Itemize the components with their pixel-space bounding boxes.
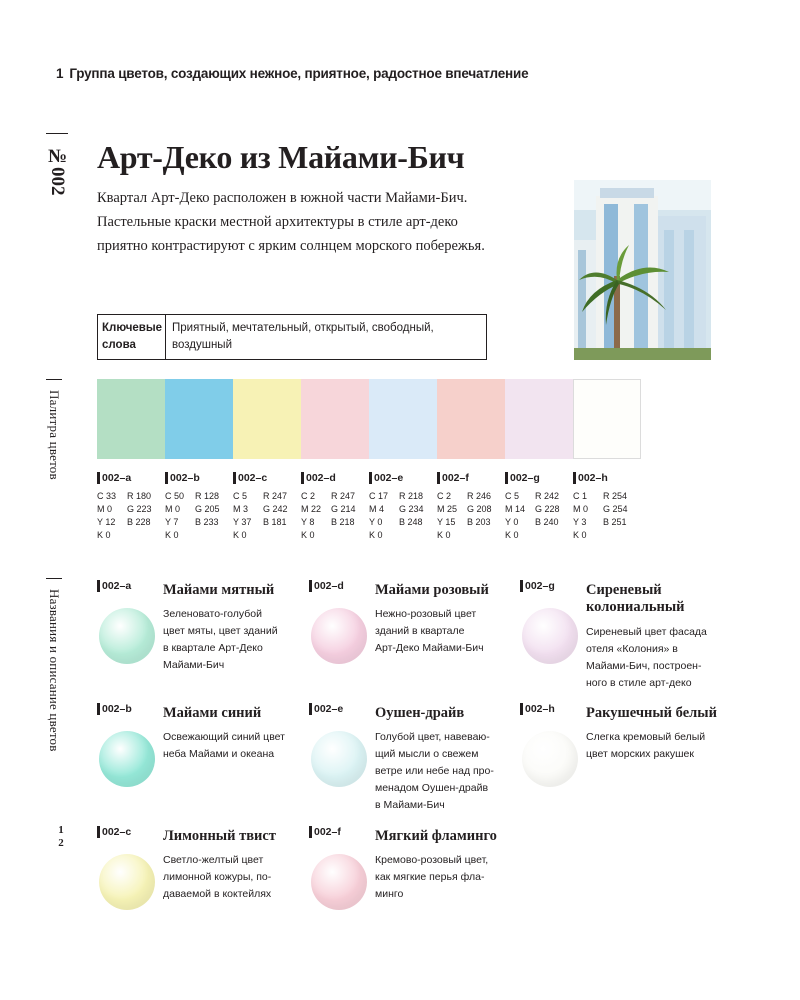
cmyk-value: Y 37 [233, 517, 252, 527]
description-line: Освежающий синий цвет [163, 731, 285, 743]
color-name: Майами синий [163, 705, 262, 721]
intro-line: Квартал Арт-Деко расположен в южной части Майами-Бич. [97, 190, 468, 206]
rgb-value: R 242 [535, 491, 560, 501]
cmyk-value: M 14 [505, 504, 526, 514]
description-line: цвет мяты, цвет зданий [163, 625, 278, 637]
color-card [309, 703, 519, 823]
color-code: 002–a [102, 471, 132, 484]
section-label-names: Названия и описание цветов [46, 578, 62, 752]
color-code: 002–f [314, 826, 341, 838]
intro-line: приятно контрастируют с ярким солнцем морского побережья. [97, 238, 485, 254]
cmyk-values [437, 490, 467, 542]
color-swatch [301, 379, 369, 459]
cmyk-value: Y 0 [369, 517, 383, 527]
color-code-badge [309, 580, 344, 592]
color-description [586, 729, 726, 763]
color-code-block [233, 470, 301, 542]
description-line: Кремово-розовый цвет, [375, 854, 489, 866]
color-sphere [99, 608, 155, 664]
color-card [97, 826, 307, 946]
chapter-title: Группа цветов, создающих нежное, приятное, радостное впечатление [69, 66, 529, 81]
description-line: ного в стиле арт-деко [586, 677, 692, 689]
rgb-values [467, 490, 492, 542]
color-sphere [99, 854, 155, 910]
description-line: цвет морских ракушек [586, 748, 694, 760]
keywords-box [97, 314, 487, 360]
cmyk-values [505, 490, 535, 542]
cmyk-value: C 2 [301, 491, 316, 501]
color-swatch [233, 379, 301, 459]
rgb-values [399, 490, 424, 542]
color-code-block [301, 470, 369, 542]
color-name: Лимонный твист [163, 828, 276, 844]
entry-code: №002 [46, 133, 68, 196]
description-line: в Майами-Бич [375, 799, 445, 811]
description-line: зданий в квартале [375, 625, 465, 637]
color-description [586, 624, 726, 692]
rgb-value: G 254 [603, 504, 628, 514]
color-code: 002–c [102, 826, 132, 838]
rgb-value: B 228 [127, 517, 151, 527]
rgb-value: R 247 [331, 491, 356, 501]
color-code-block [165, 470, 233, 542]
description-line: Слегка кремовый белый [586, 731, 706, 743]
description-line: менадом Оушен-драйв [375, 782, 489, 794]
cmyk-value: M 0 [573, 504, 589, 514]
color-code: 002–e [314, 703, 344, 715]
cmyk-value: M 0 [97, 504, 113, 514]
color-code-badge [97, 826, 131, 838]
color-description [375, 606, 515, 657]
color-code: 002–d [314, 580, 344, 592]
color-code: 002–a [102, 580, 132, 592]
description-line: Голубой цвет, навеваю- [375, 731, 490, 743]
color-sphere [311, 731, 367, 787]
rgb-values [331, 490, 356, 542]
cmyk-values [573, 490, 603, 542]
color-code-badge [309, 703, 343, 715]
rgb-value: R 180 [127, 491, 152, 501]
cmyk-value: K 0 [165, 530, 179, 540]
color-name: Майами розовый [375, 582, 489, 598]
cmyk-value: M 22 [301, 504, 322, 514]
color-description [163, 606, 303, 674]
cmyk-value: K 0 [301, 530, 315, 540]
description-line: лимонной кожуры, по- [163, 871, 272, 883]
rgb-value: G 234 [399, 504, 424, 514]
color-swatch [369, 379, 437, 459]
section-label-palette: Палитра цветов [46, 379, 62, 480]
color-code: 002–g [510, 471, 540, 484]
cmyk-value: M 25 [437, 504, 458, 514]
color-code: 002–b [170, 471, 200, 484]
color-code-badge [520, 580, 555, 592]
cmyk-value: C 2 [437, 491, 452, 501]
cmyk-value: K 0 [369, 530, 383, 540]
cmyk-value: Y 8 [301, 517, 315, 527]
description-line: даваемой в коктейлях [163, 888, 272, 900]
description-line: Нежно-розовый цвет [375, 608, 477, 620]
color-code-label [573, 470, 641, 486]
cmyk-value: Y 7 [165, 517, 179, 527]
color-sphere [99, 731, 155, 787]
description-line: Арт-Деко Майами-Бич [375, 642, 484, 654]
color-code-label [233, 470, 301, 486]
cmyk-values [97, 490, 127, 542]
cmyk-value: Y 12 [97, 517, 116, 527]
color-sphere [522, 608, 578, 664]
description-line: щий мысли о свежем [375, 748, 479, 760]
rgb-value: B 251 [603, 517, 627, 527]
color-sphere [311, 608, 367, 664]
description-line: ветре или небе над про- [375, 765, 494, 777]
cmyk-value: M 4 [369, 504, 385, 514]
rgb-value: B 233 [195, 517, 219, 527]
cmyk-value: Y 0 [505, 517, 519, 527]
color-swatch [437, 379, 505, 459]
cmyk-value: K 0 [437, 530, 451, 540]
color-code: 002–h [525, 703, 555, 715]
color-description [375, 852, 515, 903]
color-values [573, 490, 641, 542]
rgb-value: R 254 [603, 491, 628, 501]
description-line: Светло-желтый цвет [163, 854, 264, 866]
color-code-badge [520, 703, 555, 715]
color-values [369, 490, 437, 542]
color-code-label [369, 470, 437, 486]
keywords-label: Ключевые слова [98, 315, 166, 359]
color-swatch [505, 379, 573, 459]
rgb-value: R 218 [399, 491, 424, 501]
color-code-label [505, 470, 573, 486]
color-sphere [311, 854, 367, 910]
cmyk-value: K 0 [97, 530, 111, 540]
rgb-value: G 205 [195, 504, 220, 514]
color-code-label [97, 470, 165, 486]
color-sphere [522, 731, 578, 787]
cmyk-value: C 5 [233, 491, 248, 501]
cmyk-value: C 5 [505, 491, 520, 501]
description-line: неба Майами и океана [163, 748, 275, 760]
cmyk-values [301, 490, 331, 542]
color-code: 002–b [102, 703, 132, 715]
color-code-block [369, 470, 437, 542]
rgb-values [195, 490, 220, 542]
color-code-block [505, 470, 573, 542]
description-line: Сиреневый цвет фасада [586, 626, 707, 638]
page-number-digit: 2 [58, 837, 64, 849]
intro-paragraph [97, 186, 547, 258]
page-number [56, 824, 66, 850]
cmyk-value: C 50 [165, 491, 185, 501]
color-values [97, 490, 165, 542]
cmyk-values [233, 490, 263, 542]
description-line: Майами-Бич, построен- [586, 660, 702, 672]
rgb-values [127, 490, 152, 542]
color-name: Ракушечный белый [586, 705, 717, 721]
color-card [97, 703, 307, 823]
rgb-value: B 240 [535, 517, 559, 527]
color-code: 002–f [442, 471, 469, 484]
rgb-value: G 223 [127, 504, 152, 514]
rgb-values [535, 490, 560, 542]
rgb-value: G 214 [331, 504, 356, 514]
rgb-value: B 248 [399, 517, 423, 527]
rgb-value: G 228 [535, 504, 560, 514]
color-description [375, 729, 515, 814]
chapter-heading [56, 66, 528, 81]
color-description [163, 729, 303, 763]
color-code-badge [97, 580, 131, 592]
color-code-badge [97, 703, 132, 715]
intro-line: Пастельные краски местной архитектуры в стиле арт-деко [97, 214, 458, 230]
rgb-value: B 203 [467, 517, 491, 527]
rgb-value: G 242 [263, 504, 288, 514]
rgb-values [263, 490, 288, 542]
color-values [505, 490, 573, 542]
color-name: Майами мятный [163, 582, 275, 598]
color-name: Мягкий фламинго [375, 828, 497, 844]
cmyk-value: C 17 [369, 491, 389, 501]
color-values [165, 490, 233, 542]
color-code-label [301, 470, 369, 486]
color-card [520, 703, 730, 823]
cmyk-value: K 0 [573, 530, 587, 540]
color-swatch [97, 379, 165, 459]
color-card [309, 826, 519, 946]
palette-codes [97, 470, 641, 542]
cmyk-value: Y 3 [573, 517, 587, 527]
color-code: 002–d [306, 471, 336, 484]
description-line: как мягкие перья фла- [375, 871, 485, 883]
color-code: 002–g [525, 580, 555, 592]
rgb-value: B 181 [263, 517, 287, 527]
description-line: отеля «Колония» в [586, 643, 678, 655]
cmyk-value: Y 15 [437, 517, 456, 527]
color-values [233, 490, 301, 542]
cmyk-value: K 0 [505, 530, 519, 540]
description-line: Зеленовато-голубой [163, 608, 262, 620]
art-deco-building-photo [574, 180, 711, 360]
color-code: 002–h [578, 471, 608, 484]
color-code-label [165, 470, 233, 486]
page-title: Арт-Деко из Майами-Бич [97, 139, 465, 175]
keywords-value: Приятный, мечтательный, открытый, свободный, воздушный [172, 322, 434, 351]
color-card [309, 580, 519, 700]
rgb-values [603, 490, 628, 542]
color-code-block [97, 470, 165, 542]
color-values [301, 490, 369, 542]
chapter-number: 1 [56, 66, 64, 81]
color-code-badge [309, 826, 341, 838]
color-swatch [573, 379, 641, 459]
cmyk-value: C 33 [97, 491, 117, 501]
color-swatch [165, 379, 233, 459]
color-description [163, 852, 303, 903]
color-code: 002–c [238, 471, 268, 484]
color-code-block [573, 470, 641, 542]
rgb-value: R 246 [467, 491, 492, 501]
color-values [437, 490, 505, 542]
description-line: Майами-Бич [163, 659, 225, 671]
rgb-value: R 128 [195, 491, 220, 501]
cmyk-value: M 0 [165, 504, 181, 514]
rgb-value: G 208 [467, 504, 492, 514]
cmyk-values [369, 490, 399, 542]
rgb-value: R 247 [263, 491, 288, 501]
color-code: 002–e [374, 471, 404, 484]
description-line: в квартале Арт-Деко [163, 642, 263, 654]
cmyk-value: K 0 [233, 530, 247, 540]
color-name: Сиреневый колониальный [586, 582, 685, 615]
color-card [520, 580, 730, 700]
color-card [97, 580, 307, 700]
page-number-digit: 1 [58, 824, 64, 836]
color-code-label [437, 470, 505, 486]
rgb-value: B 218 [331, 517, 355, 527]
palette-swatches [97, 379, 641, 459]
description-line: минго [375, 888, 404, 900]
color-name: Оушен-драйв [375, 705, 465, 721]
cmyk-value: M 3 [233, 504, 249, 514]
cmyk-value: C 1 [573, 491, 588, 501]
cmyk-values [165, 490, 195, 542]
color-code-block [437, 470, 505, 542]
